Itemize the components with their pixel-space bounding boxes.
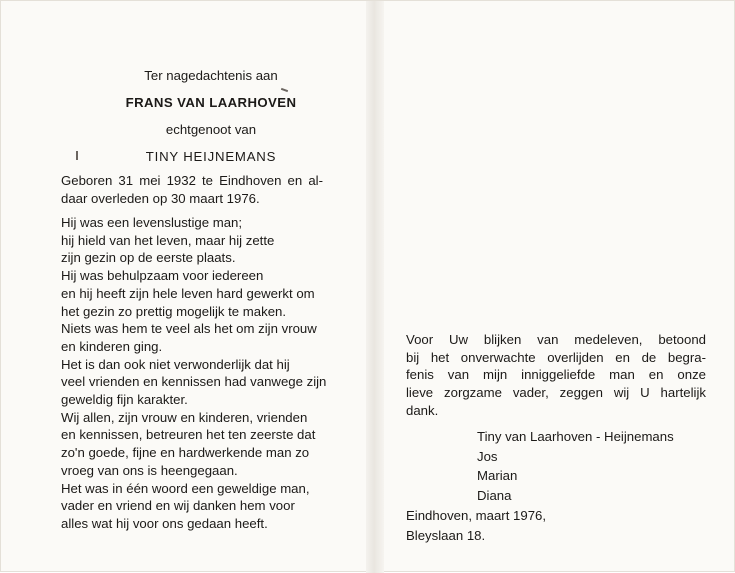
deceased-name: FRANS VAN LAARHOVEN: [125, 95, 297, 110]
signatory: Diana: [477, 487, 512, 503]
relation-line: echtgenoot van: [165, 122, 257, 137]
signatories: [477, 427, 707, 505]
poem-line: Hij was behulpzaam voor iedereen: [61, 268, 264, 284]
poem-line: zo'n goede, fijne en hardwerkende man zo: [61, 445, 310, 461]
poem-line: Het is dan ook niet verwonderlijk dat hij: [61, 356, 290, 372]
intro-line: Ter nagedachtenis aan: [144, 68, 278, 83]
signatory: Jos: [477, 448, 498, 464]
thanks-line: fenis van mijn inniggeliefde man en onze: [406, 367, 706, 383]
thanks-line: Voor Uw blijken van medeleven, betoond: [406, 332, 706, 347]
poem-line: en kennissen, betreuren het ten zeerste dat: [61, 427, 316, 443]
poem-line: en hij heeft zijn hele leven hard gewerkt om: [61, 285, 315, 301]
poem-paragraph: [61, 214, 327, 533]
poem-line: alles wat hij voor ons gedaan heeft.: [61, 515, 268, 531]
sender-block: [406, 506, 706, 545]
card-fold: [366, 1, 384, 573]
spouse-name: TINY HEIJNEMANS: [145, 149, 277, 164]
address: Bleyslaan 18.: [406, 527, 486, 543]
thanks-line: lieve zorgzame vader, zeggen wij U hartelijk: [406, 385, 706, 401]
poem-line: het gezin zo prettig mogelijk te maken.: [61, 303, 287, 319]
print-speck-2: [76, 151, 78, 160]
poem-line: Het was in één woord een geweldige man,: [61, 480, 310, 496]
poem-line: vader en vriend en wij danken hem voor: [61, 498, 295, 514]
poem-line: vroeg van ons is heengegaan.: [61, 462, 238, 478]
poem-line: Wij allen, zijn vrouw en kinderen, vrienden: [61, 409, 308, 425]
poem-line: zijn gezin op de eerste plaats.: [61, 250, 236, 266]
print-speck: [281, 88, 288, 92]
place-date: Eindhoven, maart 1976,: [406, 508, 547, 523]
poem-line: hij hield van het leven, maar hij zette: [61, 232, 275, 248]
poem-line: Hij was een levenslustige man;: [61, 215, 243, 230]
signatory: Marian: [477, 468, 518, 483]
poem-line: Niets was hem te veel als het om zijn vrouw: [61, 321, 317, 337]
thanks-paragraph: [406, 331, 706, 420]
right-panel: [406, 1, 711, 573]
birth-paragraph: [61, 172, 323, 207]
poem-line: veel vrienden en kennissen had vanwege zijn: [61, 374, 327, 390]
thanks-line: bij het onverwachte overlijden en de begra-: [406, 349, 706, 365]
thanks-line: dank.: [406, 402, 439, 418]
birth-line: daar overleden op 30 maart 1976.: [61, 190, 260, 206]
poem-line: geweldig fijn karakter.: [61, 392, 188, 408]
poem-line: en kinderen ging.: [61, 338, 163, 354]
left-panel: [61, 1, 361, 573]
signatory: Tiny van Laarhoven - Heijnemans: [477, 429, 674, 444]
birth-line: Geboren 31 mei 1932 te Eindhoven en al-: [61, 173, 323, 188]
